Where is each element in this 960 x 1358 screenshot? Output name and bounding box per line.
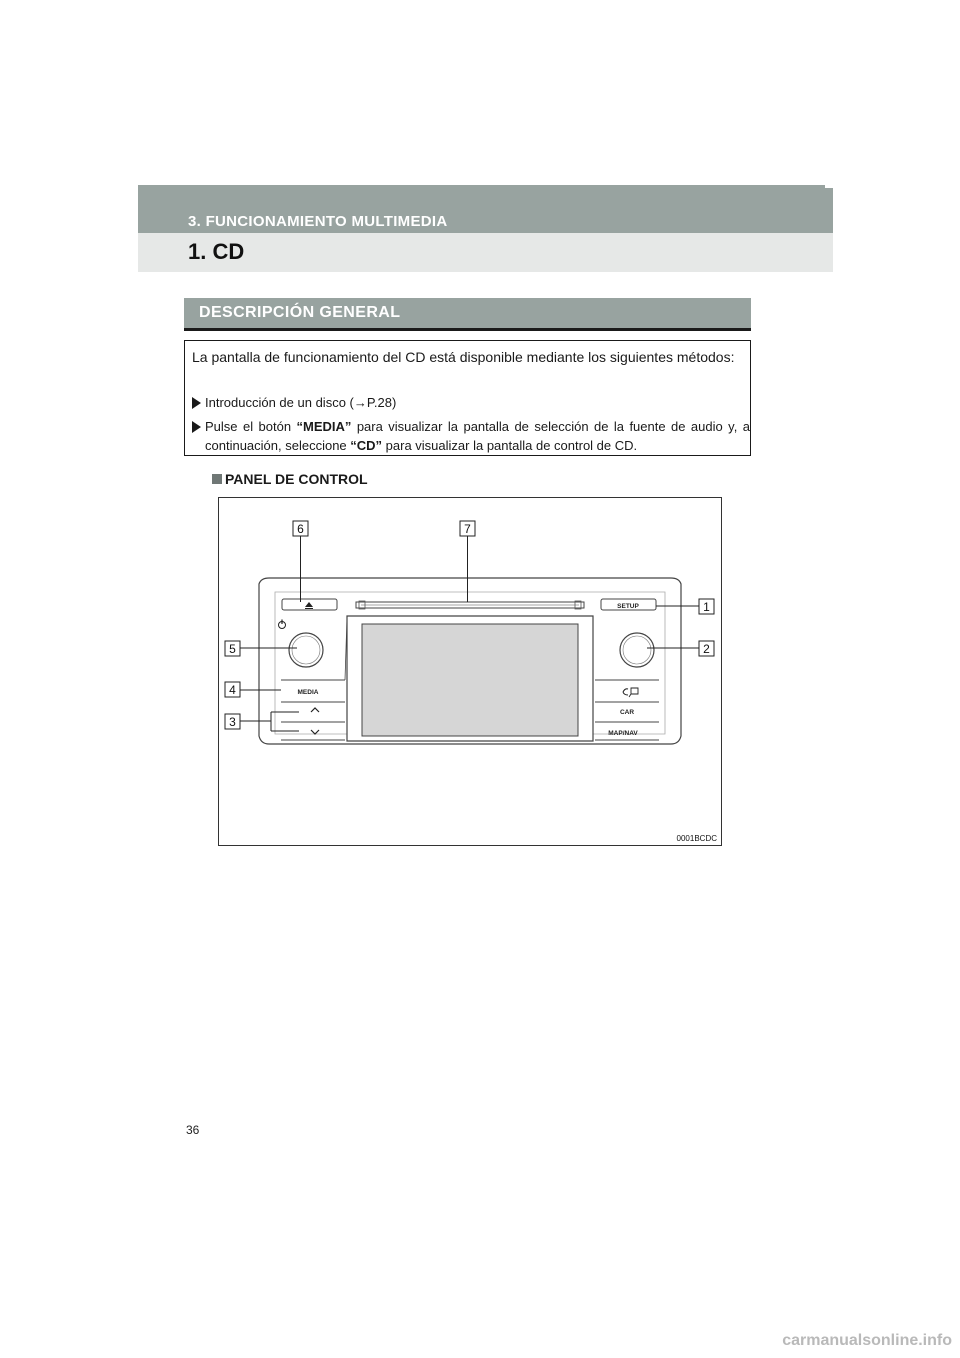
description-heading-text: DESCRIPCIÓN GENERAL [199, 304, 401, 321]
right-arrow-icon: → [353, 395, 367, 410]
page-number: 36 [186, 1123, 200, 1137]
watermark: carmanualsonline.info [782, 1332, 952, 1349]
control-panel-illustration [219, 498, 721, 845]
setup-button-label: SETUP [617, 603, 639, 610]
callout-4: 4 [229, 683, 236, 697]
callout-2: 2 [703, 642, 710, 656]
media-button-label: MEDIA [297, 689, 319, 696]
bullet-triangle-icon [192, 421, 201, 433]
description-box [184, 340, 751, 456]
display-screen [362, 624, 578, 736]
control-panel-figure [218, 497, 722, 846]
description-intro: La pantalla de funcionamiento del CD está disponible mediante los siguientes métodos: [192, 349, 735, 365]
description-heading [184, 298, 751, 331]
car-button-label: CAR [619, 709, 635, 716]
bullet-text: Pulse el botón “MEDIA” para visualizar la pantalla de selección de la fuente de audio y, a continuación, seleccione “CD” para visualizar la pantalla de control de CD. [205, 419, 750, 453]
callout-1: 1 [703, 600, 710, 614]
chapter-title: 3. FUNCIONAMIENTO MULTIMEDIA [188, 213, 448, 230]
page-reference-link[interactable]: P.28) [366, 395, 397, 410]
control-panel-heading: PANEL DE CONTROL [212, 471, 368, 487]
page-title: 1. CD [188, 239, 245, 264]
power-volume-knob[interactable] [289, 633, 323, 667]
bullet-triangle-icon [192, 397, 201, 409]
square-bullet-icon [212, 474, 222, 484]
callout-3: 3 [229, 715, 236, 729]
tune-scroll-knob[interactable] [620, 633, 654, 667]
page-title-band [138, 233, 833, 272]
figure-code: 0001BCDC [676, 834, 717, 843]
callout-5: 5 [229, 642, 236, 656]
bullet-text: Introducción de un disco (→P.28) [205, 395, 397, 410]
header-corner-notch [825, 185, 833, 188]
callout-7: 7 [464, 522, 471, 536]
chapter-header [138, 185, 833, 233]
callout-6: 6 [297, 522, 304, 536]
map-nav-button-label: MAP/NAV [608, 730, 638, 737]
